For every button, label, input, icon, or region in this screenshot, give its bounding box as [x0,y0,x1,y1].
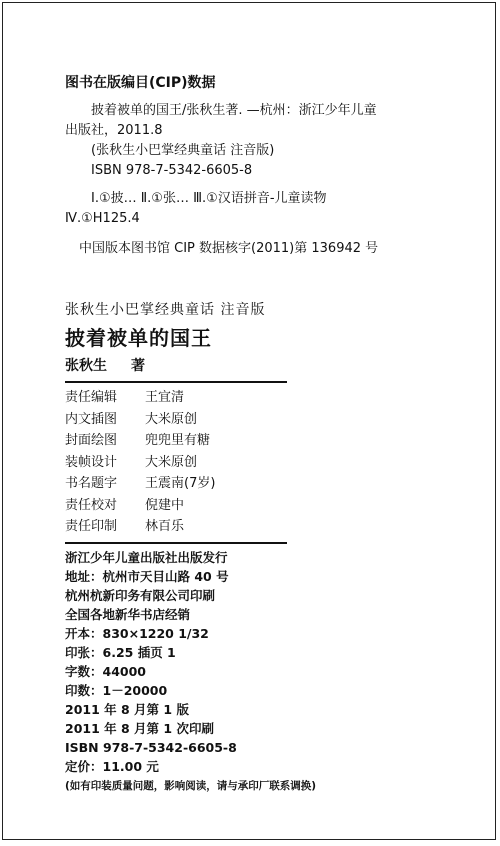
credit-role: 内文插图 [65,411,118,427]
credit-row [65,473,295,495]
sheets: 印张：6.25 插页 1 [65,644,176,660]
printing: 2011 年 8 月第 1 次印刷 [65,720,214,736]
credit-role: 责任编辑 [65,390,118,405]
edition: 2011 年 8 月第 1 版 [65,701,189,717]
print-run: 印数：1－20000 [65,682,168,698]
cip-classification: Ⅰ.①披… Ⅱ.①张… Ⅲ.①汉语拼音-儿童读物 [91,191,327,206]
credit-name: 王震南(7岁) [145,476,216,491]
credits-list [65,387,295,538]
author-name: 张秋生 [65,358,107,374]
cip-record-line: 披着被单的国王/张秋生著. —杭州：浙江少年儿童 [91,103,377,118]
credit-role: 装帧设计 [65,454,118,470]
credit-name: 倪建中 [145,497,185,513]
cip-series-line: (张秋生小巴掌经典童话 注音版) [91,143,275,158]
credit-name: 林百乐 [145,519,185,534]
credit-row [65,409,295,431]
copyright-page [2,2,496,840]
credit-name: 王宜清 [145,390,185,405]
publication-info [65,548,295,776]
series-name: 张秋生小巴掌经典童话 注音版 [65,302,266,318]
publisher: 浙江少年儿童出版社出版发行 [65,549,228,565]
book-info [65,299,317,794]
cip-block [65,73,485,259]
cip-record-line: 出版社，2011.8 [65,123,163,138]
book-title: 披着被单的国王 [65,326,212,350]
credit-row [65,452,295,474]
credit-row [65,516,295,538]
credit-role: 书名题字 [65,476,118,491]
distributor: 全国各地新华书店经销 [65,606,191,622]
credit-row [65,495,295,517]
author-line [65,355,295,377]
divider [65,542,287,544]
credit-row [65,387,295,409]
credit-row [65,430,295,452]
price: 定价：11.00 元 [65,758,159,774]
printer: 杭州杭新印务有限公司印刷 [65,587,216,603]
author-role: 著 [131,358,145,374]
credit-role: 责任校对 [65,497,118,513]
cip-classification: Ⅳ.①H125.4 [65,211,140,226]
isbn: ISBN 978-7-5342-6605-8 [65,739,237,755]
format: 开本：830×1220 1/32 [65,625,209,641]
cip-core-data: 中国版本图书馆 CIP 数据核字(2011)第 136942 号 [79,241,379,256]
divider [65,381,287,383]
credit-name: 大米原创 [145,454,198,470]
credit-name: 大米原创 [145,411,198,427]
cip-title: 图书在版编目(CIP)数据 [65,75,216,91]
credit-name: 兜兜里有糖 [145,433,211,448]
cip-isbn: ISBN 978-7-5342-6605-8 [91,163,253,178]
quality-note: (如有印装质量问题，影响阅读，请与承印厂联系调换) [65,779,317,792]
credit-role: 封面绘图 [65,433,118,448]
address: 地址：杭州市天目山路 40 号 [65,568,229,584]
word-count: 字数：44000 [65,663,146,679]
credit-role: 责任印制 [65,519,118,534]
